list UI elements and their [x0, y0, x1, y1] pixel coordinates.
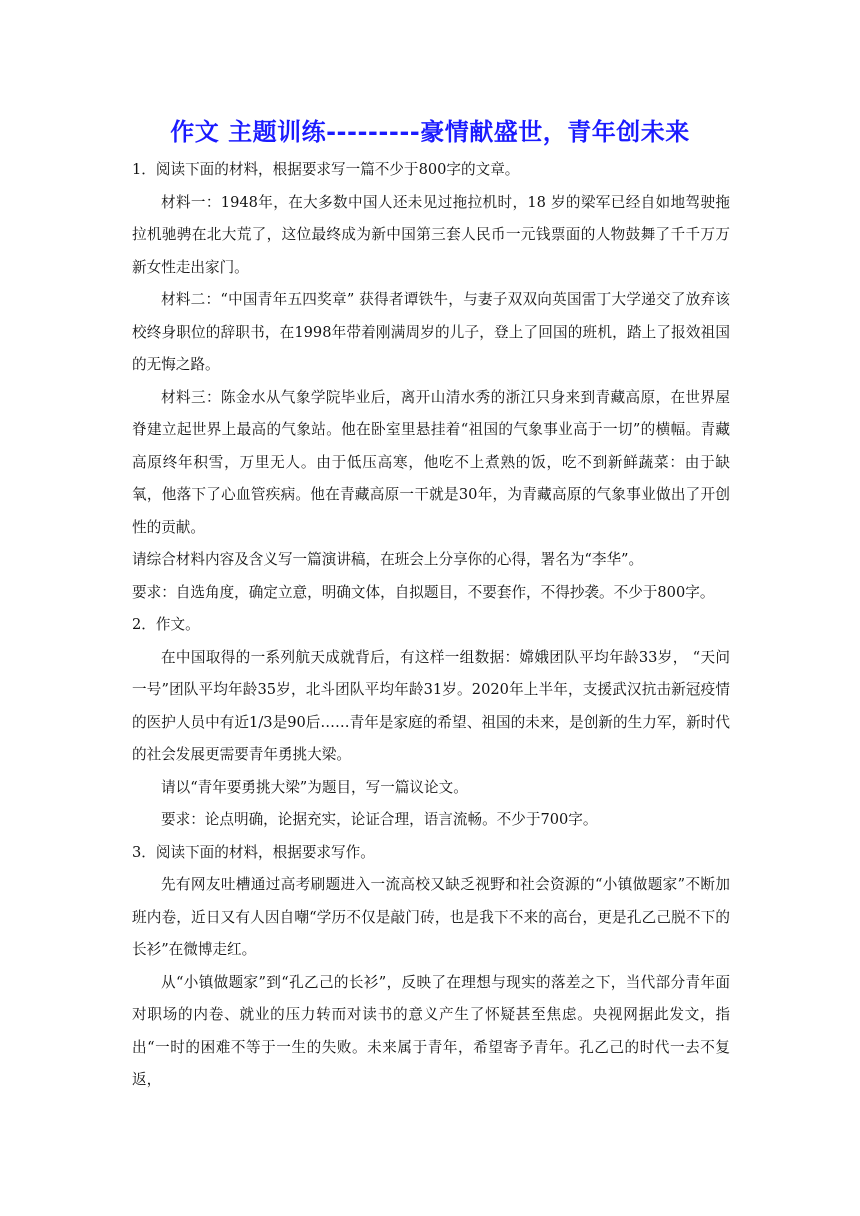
question-1-prompt: 1．阅读下面的材料，根据要求写一篇不少于800字的文章。 — [132, 161, 520, 178]
question-1-task: 请综合材料内容及含义写一篇演讲稿，在班会上分享你的心得，署名为“李华”。 — [132, 551, 644, 568]
question-1-requirements: 要求：自选角度，确定立意，明确文体，自拟题目，不要套作，不得抄袭。不少于800字。 — [132, 583, 715, 601]
page-title: 作文 主题训练---------豪情献盛世，青年创未来 — [170, 118, 690, 146]
question-2-requirements: 要求：论点明确，论据充实，论证合理，语言流畅。不少于700字。 — [161, 811, 598, 828]
question-2-material: 在中国取得的一系列航天成就背后，有这样一组数据：嫦娥团队平均年龄33岁， “天问一号”团队平均年龄35岁，北斗团队平均年龄31岁。2020年上半年，支援武汉抗击新冠疫情的医护人员中有近1/3是90后……青年是家庭的希望、祖国的未来，是创新的生力军，新时代的社会发展更需要青年勇挑大梁。 — [132, 648, 730, 763]
question-1-material-2: 材料二：“中国青年五四奖章” 获得者谭铁牛，与妻子双双向英国雷丁大学递交了放弃该校终身职位的辞职书，在1998年带着刚满周岁的儿子，登上了回国的班机，踏上了报效祖国的无悔之路。 — [132, 291, 730, 373]
question-3-paragraph-2: 从“小镇做题家”到“孔乙己的长衫”，反映了在理想与现实的落差之下，当代部分青年面对职场的内卷、就业的压力转而对读书的意义产生了怀疑甚至焦虑。央视网据此发文，指出“一时的困难不等于一生的失败。未来属于青年，希望寄予青年。孔乙己的时代一去不复返， — [132, 973, 730, 1088]
question-3-paragraph-1: 先有网友吐槽通过高考刷题进入一流高校又缺乏视野和社会资源的“小镇做题家”不断加班内卷，近日又有人因自嘲“学历不仅是敲门砖，也是我下不来的高台，更是孔乙己脱不下的长衫”在微博走红。 — [132, 876, 730, 958]
question-3-prompt: 3．阅读下面的材料，根据要求写作。 — [132, 843, 375, 861]
question-1-material-1: 材料一：1948年，在大多数中国人还未见过拖拉机时，18 岁的梁军已经自如地驾驶拖拉机驰骋在北大荒了，这位最终成为新中国第三套人民币一元钱票面的人物鼓舞了千千万万新女性走出家门。 — [132, 193, 730, 276]
question-2-task: 请以“青年要勇挑大梁”为题目，写一篇议论文。 — [161, 778, 468, 796]
question-1-material-3: 材料三：陈金水从气象学院毕业后，离开山清水秀的浙江只身来到青藏高原，在世界屋脊建立起世界上最高的气象站。他在卧室里悬挂着“祖国的气象事业高于一切”的横幅。青藏高原终年积雪，万里无人。由于低压高寒，他吃不上煮熟的饭，吃不到新鲜蔬菜：由于缺氧，他落下了心血管疾病。他在青藏高原一干就是30年，为青藏高原的气象事业做出了开创性的贡献。 — [132, 388, 730, 536]
question-2-prompt: 2．作文。 — [132, 616, 200, 633]
document-body — [132, 154, 730, 1097]
